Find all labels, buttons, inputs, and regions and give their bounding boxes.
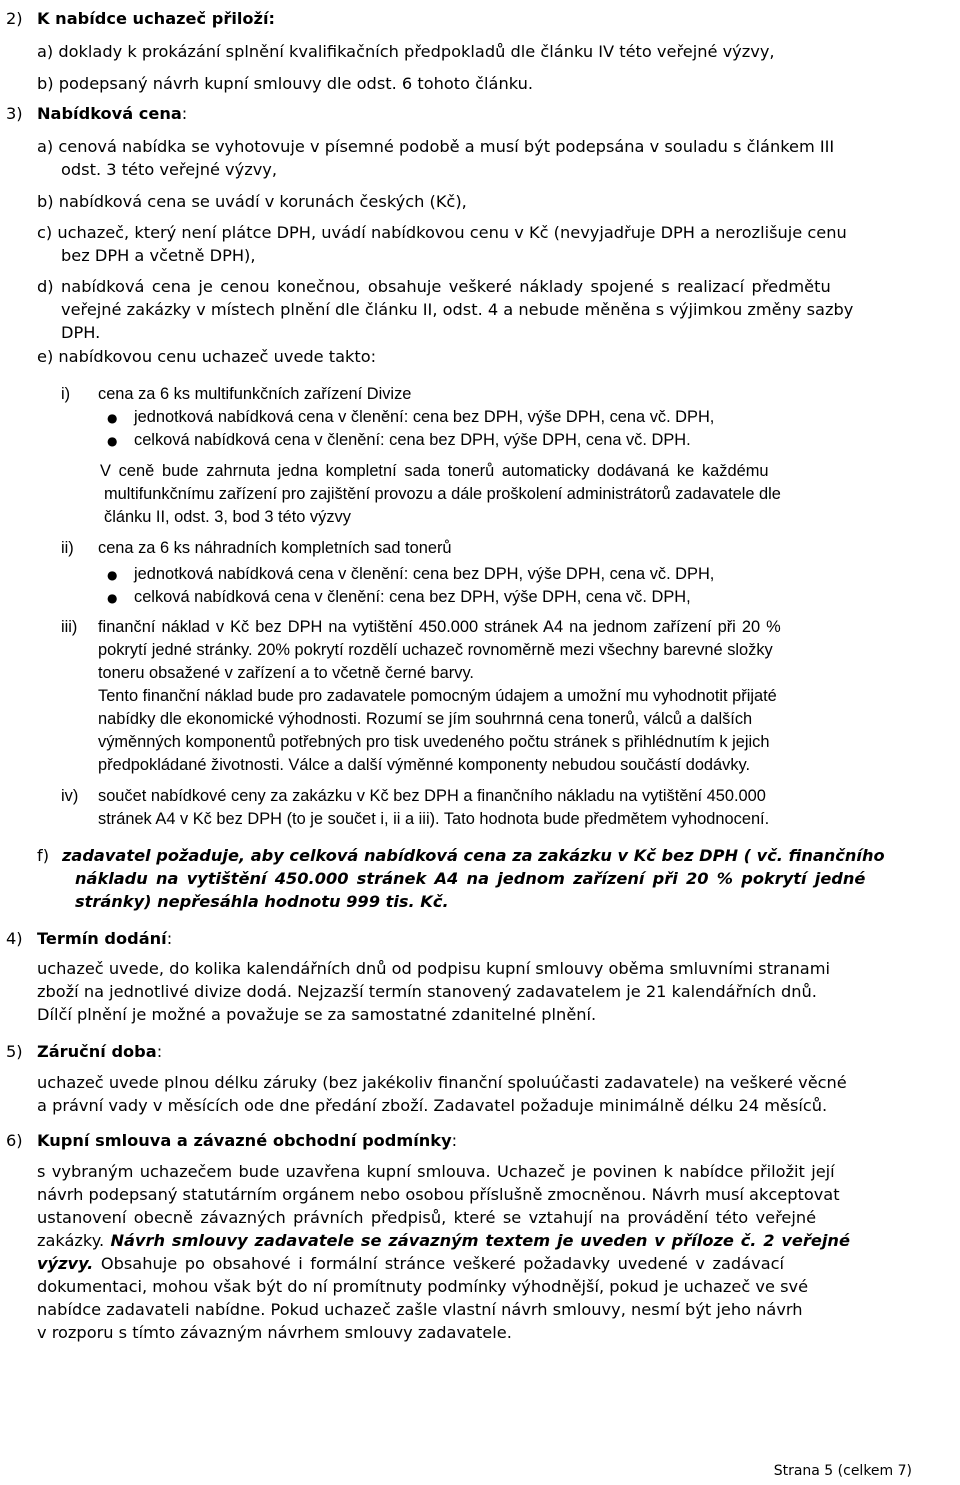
subitem-i-para-line1: V ceně bude zahrnuta jedna kompletní sada tonerů automaticky dodávaná ke každému [100,462,769,480]
section-2-number: 2) [6,9,23,28]
section-3-item-c-line2: bez DPH a včetně DPH), [61,246,256,265]
section-6-colon: : [451,1131,458,1150]
section-6-line3: ustanovení obecně závazných právních předpisů, které se vztahují na provádění této veřejné [37,1208,817,1227]
section-5-heading: Záruční doba [37,1042,157,1061]
section-2-heading: K nabídce uchazeč přiloží: [37,9,275,28]
section-3-number: 3) [6,104,23,123]
section-3-heading: Nabídková cena [37,104,182,123]
section-6-line4-emphasis: Návrh smlouvy zadavatele se závazným textem je uveden v příloze č. 2 veřejné [110,1231,850,1250]
section-3-item-d-line1: d) nabídková cena je cenou konečnou, obsahuje veškeré náklady spojené s realizací předmětu [37,277,831,296]
section-6-number: 6) [6,1131,23,1150]
page-number-footer: Strana 5 (celkem 7) [773,1463,912,1479]
section-4-line1: uchazeč uvede, do kolika kalendářních dnů od podpisu kupní smlouvy oběma smluvními stranami [37,959,830,978]
section-4-heading-line [37,928,172,951]
section-6-heading: Kupní smlouva a závazné obchodní podmínky [37,1131,452,1150]
subitem-ii-bullet-1: jednotková nabídková cena v členění: cena bez DPH, výše DPH, cena vč. DPH, [134,565,715,583]
subitem-iii-line5: nabídky dle ekonomické výhodnosti. Rozumí se jím souhrnná cena tonerů, válců a dalších [98,710,753,728]
subitem-i-number: i) [61,385,71,403]
section-3-colon: : [181,104,188,123]
subitem-i-title: cena za 6 ks multifunkčních zařízení Divize [98,385,412,403]
section-3-item-a-line1: a) cenová nabídka se vyhotovuje v písemné podobě a musí být podepsána v souladu s článkem III [37,137,835,156]
subitem-iii-line1: finanční náklad v Kč bez DPH na vytištění 450.000 stránek A4 na jednom zařízení při 20 % [98,618,781,636]
section-3-item-e: e) nabídkovou cenu uchazeč uvede takto: [37,347,377,366]
section-3-item-c-line1: c) uchazeč, který není plátce DPH, uvádí nabídkovou cenu v Kč (nevyjadřuje DPH a nerozlišuje cenu [37,223,847,242]
section-4-line3: Dílčí plnění je možné a považuje se za samostatné zdanitelné plnění. [37,1005,597,1024]
subitem-i-bullet-2: celková nabídková cena v členění: cena bez DPH, výše DPH, cena vč. DPH. [134,431,691,449]
section-6-line5 [37,1253,784,1276]
section-6-line7: nabídce zadavateli nabídne. Pokud uchazeč zašle vlastní návrh smlouvy, nesmí být jeho návrh [37,1300,803,1319]
section-2-item-a: a) doklady k prokázání splnění kvalifikačních předpokladů dle článku IV této veřejné výzvy, [37,42,775,61]
section-6-heading-line [37,1130,457,1153]
bullet-icon: ● [107,434,118,448]
section-5-line1: uchazeč uvede plnou délku záruky (bez jakékoliv finanční spoluúčasti zadavatele) na veškeré věcné [37,1073,847,1092]
subitem-i-para-line3: článku II, odst. 3, bod 3 této výzvy [104,508,351,526]
section-4-colon: : [166,929,173,948]
section-6-line6: dokumentaci, mohou však být do ní promítnuty podmínky výhodnější, pokud je uchazeč ve své [37,1277,809,1296]
section-3-item-d-line3: DPH. [61,323,101,342]
subitem-iv-number: iv) [61,787,79,805]
subitem-i-para-line2: multifunkčnímu zařízení pro zajištění provozu a dále proškolení administrátorů zadavatele dle [104,485,781,503]
section-5-heading-line [37,1041,162,1064]
section-3-item-a-line2: odst. 3 této veřejné výzvy, [61,160,278,179]
section-5-colon: : [156,1042,163,1061]
section-5-line2: a právní vady v měsících ode dne předání zboží. Zadavatel požaduje minimálně délku 24 měsíců. [37,1096,828,1115]
section-6-line4-text: zakázky. [37,1231,111,1250]
section-2-item-b: b) podepsaný návrh kupní smlouvy dle odst. 6 tohoto článku. [37,74,534,93]
section-3-heading-line [37,103,187,126]
section-6-line5-text: Obsahuje po obsahové i formální stránce veškeré požadavky uvedené v zadávací [93,1254,785,1273]
subitem-iv-line2: stránek A4 v Kč bez DPH (to je součet i, ii a iii). Tato hodnota bude předmětem vyhodnocení. [98,810,770,828]
subitem-ii-bullet-2: celková nabídková cena v členění: cena bez DPH, výše DPH, cena vč. DPH, [134,588,691,606]
section-4-number: 4) [6,929,23,948]
section-6-line1: s vybraným uchazečem bude uzavřena kupní smlouva. Uchazeč je povinen k nabídce přiložit její [37,1162,835,1181]
subitem-iii-line3: toneru obsažené v zařízení a to včetně černé barvy. [98,664,474,682]
section-6-line8: v rozporu s tímto závazným návrhem smlouvy zadavatele. [37,1323,512,1342]
subitem-iii-line7: předpokládané životnosti. Válce a další výměnné komponenty nebudou součástí dodávky. [98,756,751,774]
section-3-item-f-line3: stránky) nepřesáhla hodnotu 999 tis. Kč. [75,892,449,911]
subitem-ii-number: ii) [61,539,74,557]
section-6-line5-emphasis: výzvy. [37,1254,94,1273]
subitem-iv-line1: součet nabídkové ceny za zakázku v Kč bez DPH a finančního nákladu na vytištění 450.000 [98,787,766,805]
section-3-item-f-line2: nákladu na vytištění 450.000 stránek A4 na jednom zařízení při 20 % pokrytí jedné [75,869,866,888]
subitem-iii-line2: pokrytí jedné stránky. 20% pokrytí rozdělí uchazeč rovnoměrně mezi všechny barevné složky [98,641,773,659]
section-3-item-f-label: f) [37,846,50,865]
section-4-line2: zboží na jednotlivé divize dodá. Nejzazší termín stanovený zadavatelem je 21 kalendářních dnů. [37,982,817,1001]
section-3-item-d-line2: veřejné zakázky v místech plnění dle článku II, odst. 4 a nebude měněna s výjimkou změny sazby [61,300,854,319]
subitem-iii-line6: výměnných komponentů potřebných pro tisk uvedeného počtu stránek s přihlédnutím k jejich [98,733,770,751]
bullet-icon: ● [107,411,118,425]
section-6-line4 [37,1230,850,1253]
section-6-line2: návrh podepsaný statutárním orgánem nebo osobou příslušně zmocněnou. Návrh musí akceptovat [37,1185,840,1204]
bullet-icon: ● [107,591,118,605]
subitem-iii-line4: Tento finanční náklad bude pro zadavatele pomocným údajem a umožní mu vyhodnotit přijaté [98,687,777,705]
section-4-heading: Termín dodání [37,929,167,948]
section-5-number: 5) [6,1042,23,1061]
section-3-item-f-line1: zadavatel požaduje, aby celková nabídková cena za zakázku v Kč bez DPH ( vč. finančního [62,846,885,865]
subitem-ii-title: cena za 6 ks náhradních kompletních sad tonerů [98,539,452,557]
bullet-icon: ● [107,568,118,582]
section-3-item-b: b) nabídková cena se uvádí v korunách českých (Kč), [37,192,467,211]
subitem-iii-number: iii) [61,618,78,636]
subitem-i-bullet-1: jednotková nabídková cena v členění: cena bez DPH, výše DPH, cena vč. DPH, [134,408,715,426]
